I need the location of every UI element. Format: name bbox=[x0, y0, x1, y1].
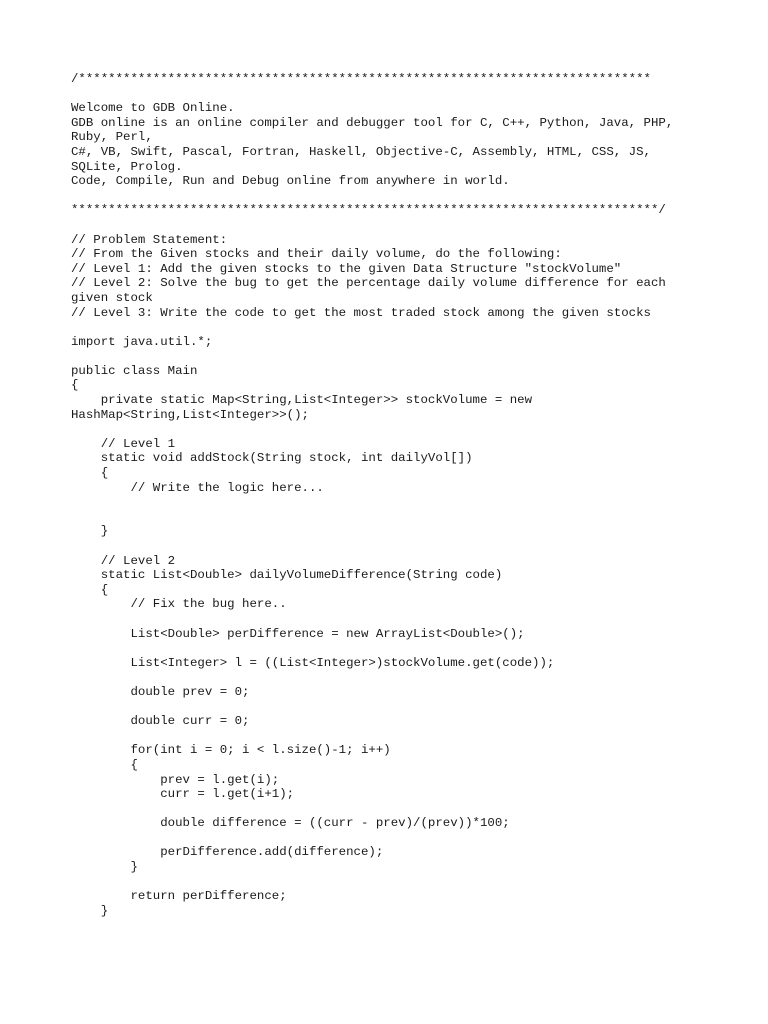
code-line: given stock bbox=[71, 290, 153, 305]
code-line: } bbox=[71, 860, 138, 875]
code-line: // Level 1 bbox=[71, 436, 176, 451]
code-line bbox=[71, 641, 711, 656]
code-line: Welcome to GDB Online. bbox=[71, 101, 235, 116]
code-line: SQLite, Prolog. bbox=[71, 159, 183, 174]
code-line: *******************************************************************************/ bbox=[71, 203, 666, 218]
code-line bbox=[71, 510, 711, 525]
code-line bbox=[71, 729, 711, 744]
code-line bbox=[71, 422, 711, 437]
code-line: // Write the logic here... bbox=[71, 480, 324, 495]
code-line bbox=[71, 875, 711, 890]
code-line: import java.util.*; bbox=[71, 334, 213, 349]
code-line: } bbox=[71, 903, 109, 918]
code-line: private static Map<String,List<Integer>> stockVolume = new bbox=[71, 393, 533, 408]
code-line: // Level 3: Write the code to get the most traded stock among the given stocks bbox=[71, 305, 651, 320]
code-line: Code, Compile, Run and Debug online from anywhere in world. bbox=[71, 174, 510, 189]
code-line: { bbox=[71, 378, 79, 393]
code-line: perDifference.add(difference); bbox=[71, 845, 384, 860]
code-line: C#, VB, Swift, Pascal, Fortran, Haskell, Objective-C, Assembly, HTML, CSS, JS, bbox=[71, 144, 651, 159]
code-line: /***************************************************************************** bbox=[71, 72, 651, 86]
code-line: public class Main bbox=[71, 363, 198, 378]
code-line: List<Double> perDifference = new ArrayList<Double>(); bbox=[71, 626, 525, 641]
code-line: Ruby, Perl, bbox=[71, 130, 153, 145]
code-line: // Level 1: Add the given stocks to the given Data Structure "stockVolume" bbox=[71, 261, 622, 276]
code-line bbox=[71, 87, 711, 102]
code-line: // Level 2: Solve the bug to get the percentage daily volume difference for each bbox=[71, 276, 666, 291]
code-line bbox=[71, 539, 711, 554]
code-line: double curr = 0; bbox=[71, 714, 250, 729]
code-line: // Level 2 bbox=[71, 553, 176, 568]
code-line: return perDifference; bbox=[71, 889, 287, 904]
code-line: GDB online is an online compiler and debugger tool for C, C++, Python, Java, PHP, bbox=[71, 115, 674, 130]
code-listing bbox=[71, 72, 711, 918]
code-line bbox=[71, 700, 711, 715]
code-line: List<Integer> l = ((List<Integer>)stockVolume.get(code)); bbox=[71, 655, 555, 670]
code-line: prev = l.get(i); bbox=[71, 772, 280, 787]
code-line: { bbox=[71, 757, 138, 772]
code-line bbox=[71, 189, 711, 204]
code-line: for(int i = 0; i < l.size()-1; i++) bbox=[71, 743, 391, 758]
code-line: { bbox=[71, 582, 109, 597]
code-line: double difference = ((curr - prev)/(prev))*100; bbox=[71, 816, 510, 831]
code-line bbox=[71, 831, 711, 846]
code-line: static void addStock(String stock, int dailyVol[]) bbox=[71, 451, 473, 466]
code-line: { bbox=[71, 466, 109, 481]
code-line bbox=[71, 349, 711, 364]
code-line: curr = l.get(i+1); bbox=[71, 787, 295, 802]
code-line bbox=[71, 218, 711, 233]
code-line: HashMap<String,List<Integer>>(); bbox=[71, 407, 309, 422]
code-line: } bbox=[71, 524, 109, 539]
code-line: double prev = 0; bbox=[71, 684, 250, 699]
code-line bbox=[71, 802, 711, 817]
code-line: // Fix the bug here.. bbox=[71, 597, 287, 612]
code-line: // Problem Statement: bbox=[71, 232, 228, 247]
code-line bbox=[71, 495, 711, 510]
code-line bbox=[71, 670, 711, 685]
code-line bbox=[71, 320, 711, 335]
code-line bbox=[71, 612, 711, 627]
code-line: static List<Double> dailyVolumeDifference(String code) bbox=[71, 568, 503, 583]
code-line: // From the Given stocks and their daily volume, do the following: bbox=[71, 247, 562, 262]
